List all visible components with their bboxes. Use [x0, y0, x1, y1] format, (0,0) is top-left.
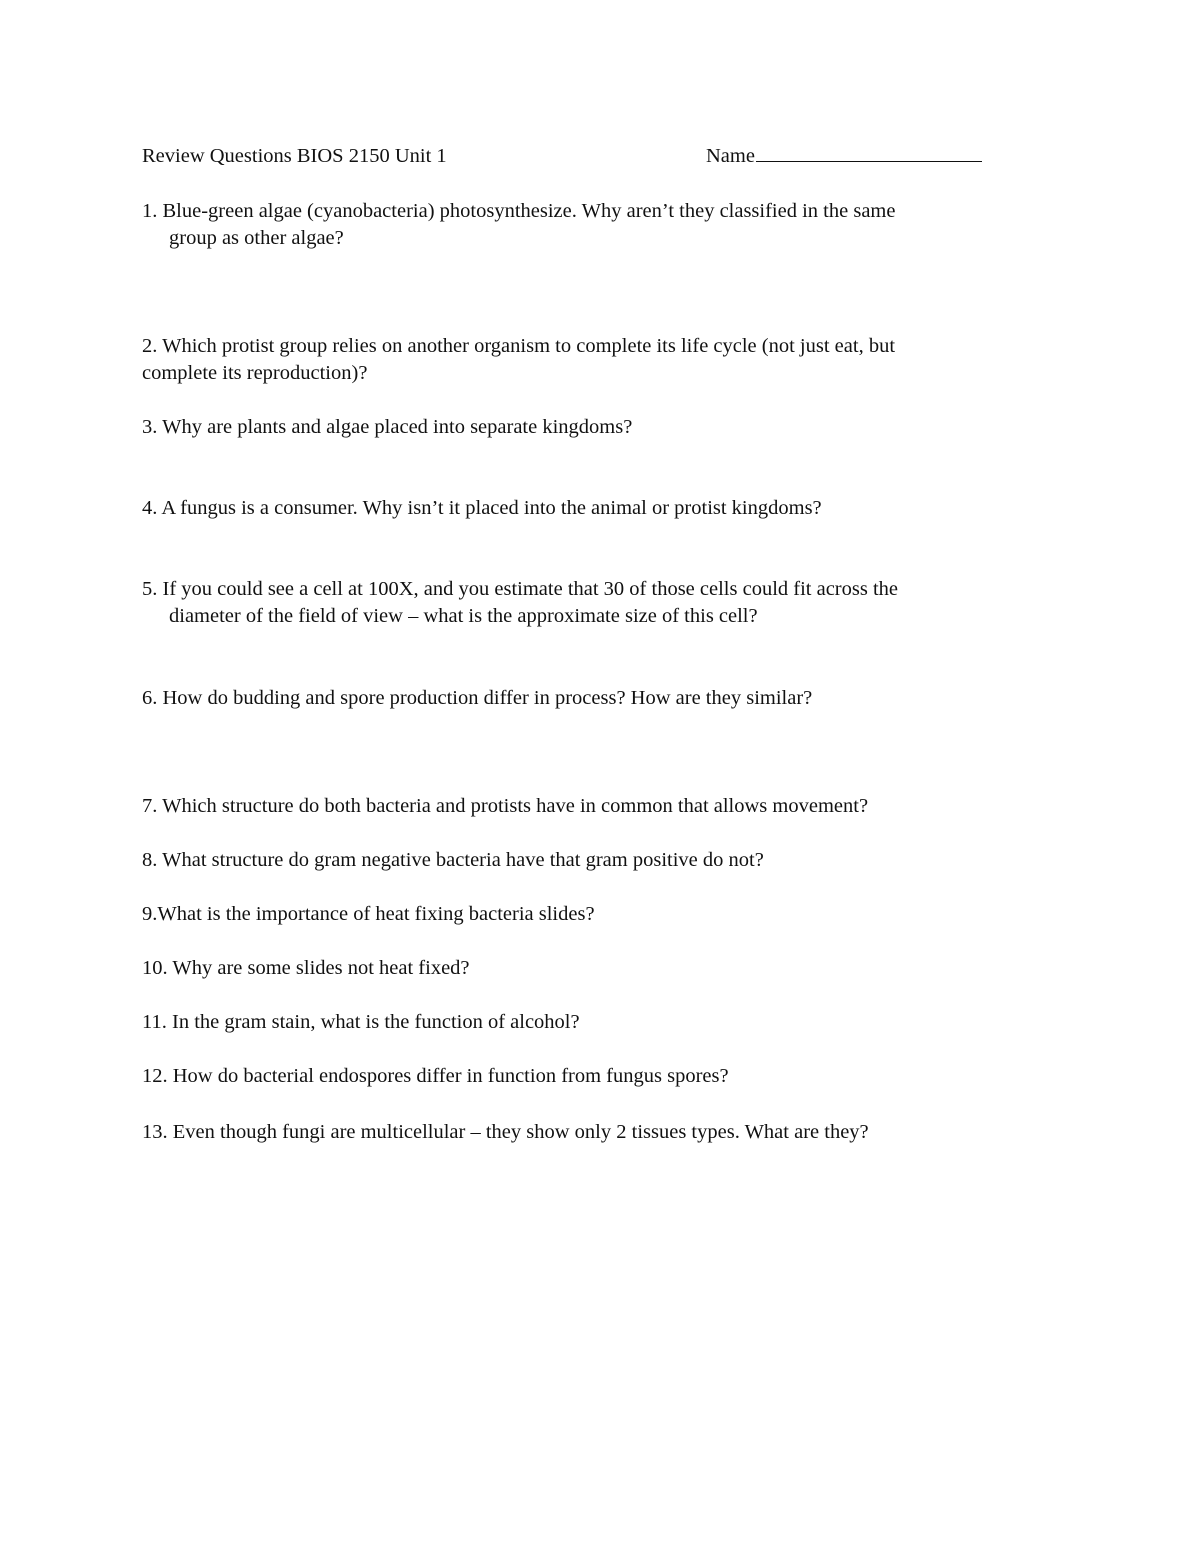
question-6: 6. How do budding and spore production differ in process? How are they similar? [142, 687, 813, 709]
question-13: 13. Even though fungi are multicellular – they show only 2 tissues types. What are they? [142, 1121, 869, 1143]
question-9: 9.What is the importance of heat fixing bacteria slides? [142, 903, 595, 925]
question-5-line-1: 5. If you could see a cell at 100X, and you estimate that 30 of those cells could fit across the [142, 578, 899, 600]
question-1-line-1: 1. Blue-green algae (cyanobacteria) photosynthesize. Why aren’t they classified in the same [142, 200, 896, 222]
question-10: 10. Why are some slides not heat fixed? [142, 957, 470, 979]
question-8: 8. What structure do gram negative bacteria have that gram positive do not? [142, 849, 764, 871]
name-field [706, 143, 982, 170]
question-2-line-1: 2. Which protist group relies on another organism to complete its life cycle (not just eat, but [142, 335, 896, 357]
question-2-line-2: complete its reproduction)? [142, 362, 368, 384]
question-5-line-2: diameter of the field of view – what is the approximate size of this cell? [169, 605, 758, 627]
page-title: Review Questions BIOS 2150 Unit 1 [142, 145, 447, 167]
name-label: Name [706, 145, 755, 167]
question-12: 12. How do bacterial endospores differ in function from fungus spores? [142, 1065, 729, 1087]
question-1-line-2: group as other algae? [169, 227, 344, 249]
question-11: 11. In the gram stain, what is the function of alcohol? [142, 1011, 580, 1033]
question-7: 7. Which structure do both bacteria and protists have in common that allows movement? [142, 795, 869, 817]
question-3: 3. Why are plants and algae placed into separate kingdoms? [142, 416, 633, 438]
question-4: 4. A fungus is a consumer. Why isn’t it placed into the animal or protist kingdoms? [142, 497, 822, 519]
name-blank-line [756, 143, 982, 162]
